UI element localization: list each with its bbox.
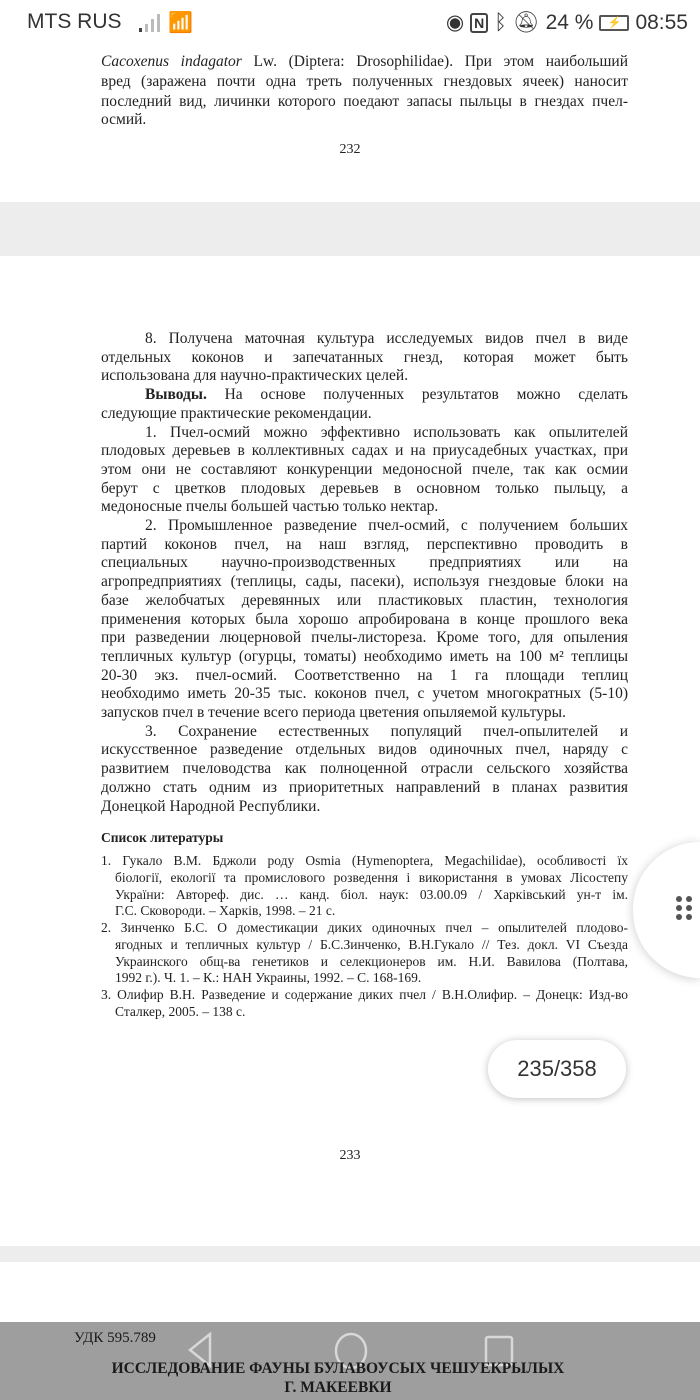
text-line: применения которых была хорошо апробирована в конце прошлого века: [101, 610, 628, 628]
text-line: 2. Промышленное разведение пчел-осмий, с получением больших: [145, 517, 628, 534]
text-line: базе желобчатых деревянных или пластиковых пластин, технология: [101, 591, 628, 609]
page-number: 232: [339, 142, 361, 157]
drag-handle-icon: [676, 896, 692, 920]
reference-line: ягодных и тепличных культур / Б.С.Зинченко, В.Н.Гукало // Тез. докл. VI Съезда: [115, 937, 628, 952]
carrier-name: MTS RUS: [27, 10, 122, 33]
text-line: развитием пчеловодства как полноценной отрасли сельского хозяйства: [101, 760, 628, 778]
bell-off-icon: 🔕︎: [512, 10, 540, 34]
text-line: агропредприятиях (теплицы, сады, пасеки), используя гнездовые блоки на: [101, 573, 628, 591]
text-line: осмий.: [101, 111, 147, 128]
pdf-page-232: [0, 30, 700, 202]
text-line: 1. Пчел-осмий можно эффективно использовать как опылителей: [145, 423, 628, 441]
text-line: вред (заражена почти одна треть полученных гнездовых ячеек) наносит: [101, 73, 628, 90]
reference-line: 1. Гукало В.М. Бджоли роду Osmia (Hymenoptera, Megachilidae), особливості їх: [101, 853, 628, 868]
nfc-icon: N: [470, 13, 488, 33]
udc-code: УДК 595.789: [74, 1330, 156, 1346]
reference-line: Г.С. Сковороди. – Харків, 1998. – 21 с.: [115, 903, 336, 918]
text-line: запусков пчел в течение всего периода цветения опыляемой культуры.: [101, 704, 566, 721]
reference-line: Сталкер, 2005. – 138 с.: [115, 1004, 246, 1019]
eye-icon: ◉: [445, 11, 465, 34]
text-line: отдельных коконов и запечатанных гнезд, которая может быть: [101, 348, 628, 366]
references-heading: Список литературы: [101, 830, 224, 845]
reference-line: 2. Зинченко Б.С. О доместикации диких одиночных пчел – опылителей плодово-: [101, 920, 628, 935]
text-line: тепличных культур (огурцы, томаты) необходимо иметь на 100 м² теплицы: [101, 647, 628, 665]
reference-line: біології, екології та промислового розведення і використання в умовах Лісостепу: [115, 870, 628, 885]
species-name: Cacoxenus indagator: [101, 53, 242, 70]
text-line: следующие практические рекомендации.: [101, 404, 372, 422]
text-line: 8. Получена маточная культура исследуемых видов пчел в виде: [145, 330, 628, 347]
status-bar: [0, 0, 700, 46]
text-line: [101, 53, 628, 71]
text-line: 20-30 экз. пчел-осмий. Соответственно на 1 га площади теплиц: [101, 666, 628, 684]
text-line: должно стать одним из приоритетных направлений в планах развития: [101, 778, 628, 796]
text-line: последний вид, личинки которого поедают запасы пыльцы в гнездах пчел-: [101, 93, 628, 110]
text: На основе полученных результатов можно сделать: [206, 386, 628, 404]
battery-percent: 24 %: [545, 10, 594, 34]
text-line: при разведении люцерновой пчелы-листореза. Кроме того, для опыления: [101, 629, 628, 647]
page-number: 233: [339, 1148, 361, 1163]
text-line: [101, 386, 628, 404]
clock: 08:55: [635, 10, 688, 34]
reference-line: 3. Олифир В.Н. Разведение и содержание диких пчел / В.Н.Олифир. – Донецк: Изд-во: [101, 987, 628, 1002]
reference-line: 1992 г.). Ч. 1. – К.: НАН Украины, 1992. – С. 168-169.: [115, 970, 422, 985]
text-line: необходимо иметь 20-35 тыс. коконов пчел, с учетом многократных (5-10): [101, 685, 628, 703]
page-counter: 235/358: [488, 1040, 626, 1098]
text-line: плодовых деревьев в коллективных садах и на приусадебных участках, при: [101, 442, 628, 460]
text-line: партий коконов пчел, на наш взгляд, перспективно проводить в: [101, 535, 628, 553]
bluetooth-icon: ᛒ: [494, 10, 507, 34]
wifi-icon: 📶: [168, 12, 193, 34]
text-line: медоносные пчелы большей частью только нектар.: [101, 498, 439, 516]
text-line: берут с цветков плодовых деревьев в основном только пыльцу, а: [101, 479, 628, 497]
text-line: Донецкой Народной Республики.: [101, 797, 321, 815]
reference-line: України: Автореф. дис. … канд. біол. наук: 03.00.09 / Харківський ун-т ім.: [115, 887, 628, 902]
text-line: 3. Сохранение естественных популяций пчел-опылителей и: [145, 722, 628, 740]
section-label: Выводы.: [145, 386, 207, 404]
text-line: этом они не составляют конкуренции медоносной пчеле, так как осмии: [101, 460, 628, 478]
text-line: специальных научно-производственных предприятиях или на: [101, 554, 628, 572]
battery-charging-icon: ⚡: [599, 15, 629, 31]
text: Lw. (Diptera: Drosophilidae). При этом наибольший: [241, 53, 628, 70]
text-line: использована для научно-практических целей.: [101, 367, 409, 385]
text-line: искусственное разведение отдельных видов одиночных пчел, наряду с: [101, 741, 628, 759]
reference-line: Украинского общ-ва генетиков и селекционеров им. Н.И. Вавилова (Полтава,: [115, 954, 628, 969]
signal-icon: [138, 14, 162, 32]
article-title: ИССЛЕДОВАНИЕ ФАУНЫ БУЛАВОУСЫХ ЧЕШУЕКРЫЛЫХ: [111, 1360, 565, 1377]
article-subtitle: Г. МАКЕЕВКИ: [284, 1379, 392, 1396]
